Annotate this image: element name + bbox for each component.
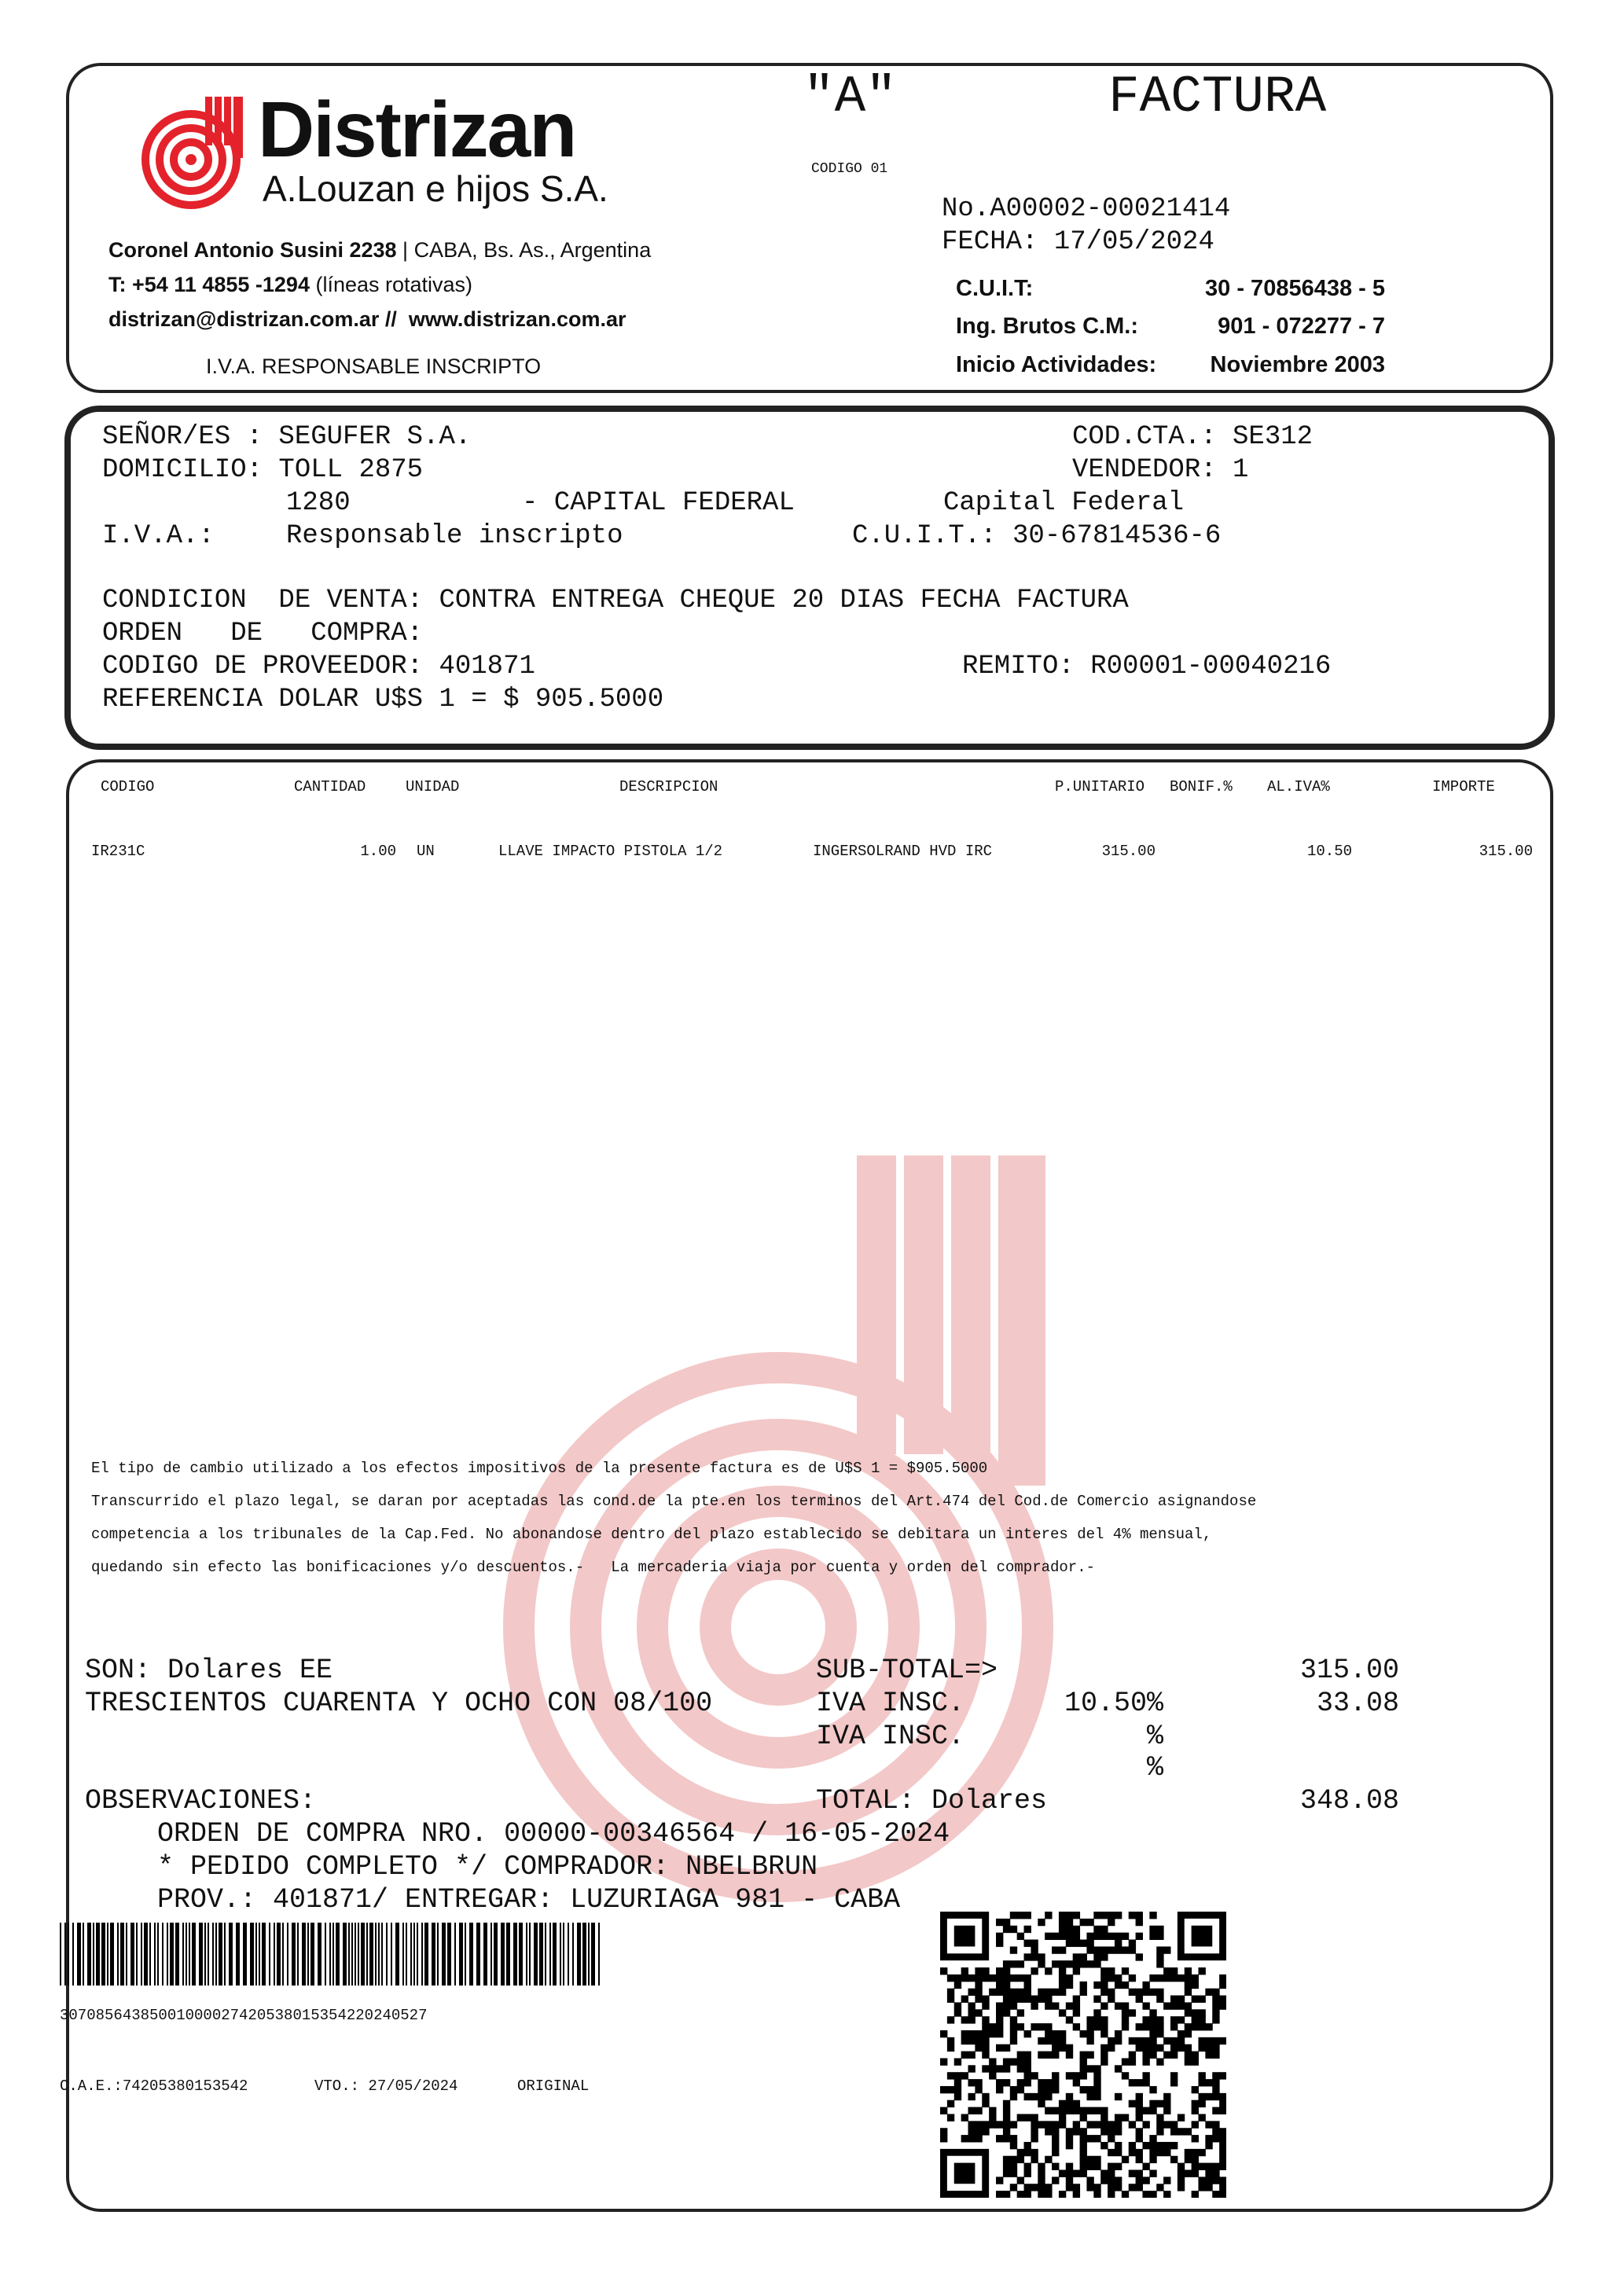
cae-number: C.A.E.:74205380153542 bbox=[60, 2077, 248, 2095]
observations-label: OBSERVACIONES: bbox=[85, 1785, 317, 1817]
client-zip: 1280 bbox=[286, 488, 351, 518]
invoice-type: FACTURA bbox=[1108, 68, 1327, 127]
company-iva: I.V.A. RESPONSABLE INSCRIPTO bbox=[206, 355, 542, 378]
legal-line-4: quedando sin efecto las bonificaciones y/o descuentos.- La mercaderia viaja por cuenta y orden del comprador.- bbox=[91, 1559, 1096, 1576]
items-box bbox=[66, 759, 1553, 2212]
amount-words-1: SON: Dolares EE bbox=[85, 1655, 333, 1686]
company-address bbox=[108, 237, 651, 263]
total-label: TOTAL: Dolares bbox=[816, 1785, 1048, 1817]
total-value: 348.08 bbox=[1299, 1785, 1399, 1817]
subtotal-label: SUB-TOTAL=> bbox=[816, 1655, 998, 1686]
company-phone bbox=[108, 272, 472, 297]
legal-line-3: competencia a los tribunales de la Cap.Fed. No abonandose dentro del plazo establecido se debitara un interes del 4% mensual, bbox=[91, 1526, 1212, 1543]
address-city: | CABA, Bs. As., Argentina bbox=[396, 238, 652, 262]
header-descripcion: DESCRIPCION bbox=[619, 778, 718, 795]
header-bonif: BONIF.% bbox=[1170, 778, 1233, 795]
client-dollar-reference: REFERENCIA DOLAR U$S 1 = $ 905.5000 bbox=[102, 685, 664, 715]
iva2-label: IVA INSC. bbox=[816, 1721, 965, 1752]
client-name: SEÑOR/ES : SEGUFER S.A. bbox=[102, 422, 472, 452]
header-unidad: UNIDAD bbox=[406, 778, 460, 795]
client-purchase-order: ORDEN DE COMPRA: bbox=[102, 619, 424, 648]
client-province: Capital Federal bbox=[943, 488, 1185, 518]
header-punitario: P.UNITARIO bbox=[1055, 778, 1145, 795]
iva1-rate: 10.50% bbox=[1064, 1688, 1163, 1719]
client-supplier-code: CODIGO DE PROVEEDOR: 401871 bbox=[102, 652, 535, 681]
company-subtitle: A.Louzan e hijos S.A. bbox=[263, 168, 608, 209]
copy-type: ORIGINAL bbox=[517, 2077, 590, 2095]
invoice-code: CODIGO 01 bbox=[811, 161, 888, 177]
amount-words-2: TRESCIENTOS CUARENTA Y OCHO CON 08/100 bbox=[85, 1688, 713, 1719]
start-value: Noviembre 2003 bbox=[1210, 352, 1385, 377]
phone-number: T: +54 11 4855 -1294 bbox=[108, 273, 310, 296]
client-account-code: COD.CTA.: SE312 bbox=[1072, 422, 1314, 452]
legal-line-1: El tipo de cambio utilizado a los efectos impositivos de la presente factura es de U$S 1 = $905.5000 bbox=[91, 1460, 988, 1477]
client-seller: VENDEDOR: 1 bbox=[1072, 455, 1249, 485]
barcode-number: 30708564385001000027420538015354220240527 bbox=[60, 2007, 428, 2024]
row-unidad: UN bbox=[417, 843, 435, 860]
row-cantidad: 1.00 bbox=[360, 843, 396, 860]
barcode-image bbox=[60, 1923, 604, 1986]
client-iva-label: I.V.A.: bbox=[102, 521, 215, 551]
header-iva: AL.IVA% bbox=[1267, 778, 1330, 795]
iva1-label: IVA INSC. bbox=[816, 1688, 965, 1719]
row-importe: 315.00 bbox=[1479, 843, 1533, 860]
phone-note: (líneas rotativas) bbox=[309, 273, 473, 296]
observation-line-2: * PEDIDO COMPLETO */ COMPRADOR: NBELBRUN bbox=[157, 1851, 818, 1883]
client-sale-condition: CONDICION DE VENTA: CONTRA ENTREGA CHEQUE 20 DIAS FECHA FACTURA bbox=[102, 586, 1129, 615]
header-codigo: CODIGO bbox=[101, 778, 155, 795]
company-email-web: distrizan@distrizan.com.ar // www.distrizan.com.ar bbox=[108, 307, 626, 331]
observation-line-1: ORDEN DE COMPRA NRO. 00000-00346564 / 16-05-2024 bbox=[157, 1818, 950, 1850]
row-marca: INGERSOLRAND HVD IRC bbox=[813, 843, 993, 860]
subtotal-value: 315.00 bbox=[1299, 1655, 1399, 1686]
iva2-rate: % bbox=[1146, 1721, 1163, 1752]
row-descripcion: LLAVE IMPACTO PISTOLA 1/2 bbox=[498, 843, 723, 860]
distrizan-logo-icon bbox=[138, 93, 255, 211]
iva3-rate: % bbox=[1146, 1752, 1163, 1784]
address-street: Coronel Antonio Susini 2238 bbox=[108, 238, 397, 262]
row-punitario: 315.00 bbox=[1101, 843, 1156, 860]
ib-label: Ing. Brutos C.M.: bbox=[956, 314, 1138, 339]
row-codigo: IR231C bbox=[91, 843, 145, 860]
client-cuit: C.U.I.T.: 30-67814536-6 bbox=[852, 521, 1222, 551]
invoice-number: No.A00002-00021414 bbox=[942, 194, 1231, 224]
row-iva: 10.50 bbox=[1306, 843, 1352, 860]
start-label: Inicio Actividades: bbox=[956, 352, 1157, 377]
cuit-label: C.U.I.T: bbox=[956, 276, 1034, 301]
invoice-letter: "A" bbox=[803, 68, 897, 127]
header-cantidad: CANTIDAD bbox=[294, 778, 366, 795]
observation-line-3: PROV.: 401871/ ENTREGAR: LUZURIAGA 981 - CABA bbox=[157, 1884, 901, 1916]
client-city: - CAPITAL FEDERAL bbox=[522, 488, 795, 518]
header-importe: IMPORTE bbox=[1432, 778, 1495, 795]
client-iva-value: Responsable inscripto bbox=[286, 521, 623, 551]
client-address: DOMICILIO: TOLL 2875 bbox=[102, 455, 424, 485]
invoice-date: FECHA: 17/05/2024 bbox=[942, 227, 1214, 257]
cuit-value: 30 - 70856438 - 5 bbox=[1205, 276, 1385, 301]
company-name: Distrizan bbox=[258, 86, 576, 174]
client-remito: REMITO: R00001-00040216 bbox=[962, 652, 1332, 681]
iva1-value: 33.08 bbox=[1316, 1688, 1399, 1719]
ib-value: 901 - 072277 - 7 bbox=[1218, 314, 1385, 339]
cae-expiration: VTO.: 27/05/2024 bbox=[314, 2077, 458, 2095]
qr-code-image bbox=[940, 1912, 1226, 2198]
legal-line-2: Transcurrido el plazo legal, se daran por aceptadas las cond.de la pte.en los terminos del Art.474 del Cod.de Comercio asignandose bbox=[91, 1493, 1257, 1510]
